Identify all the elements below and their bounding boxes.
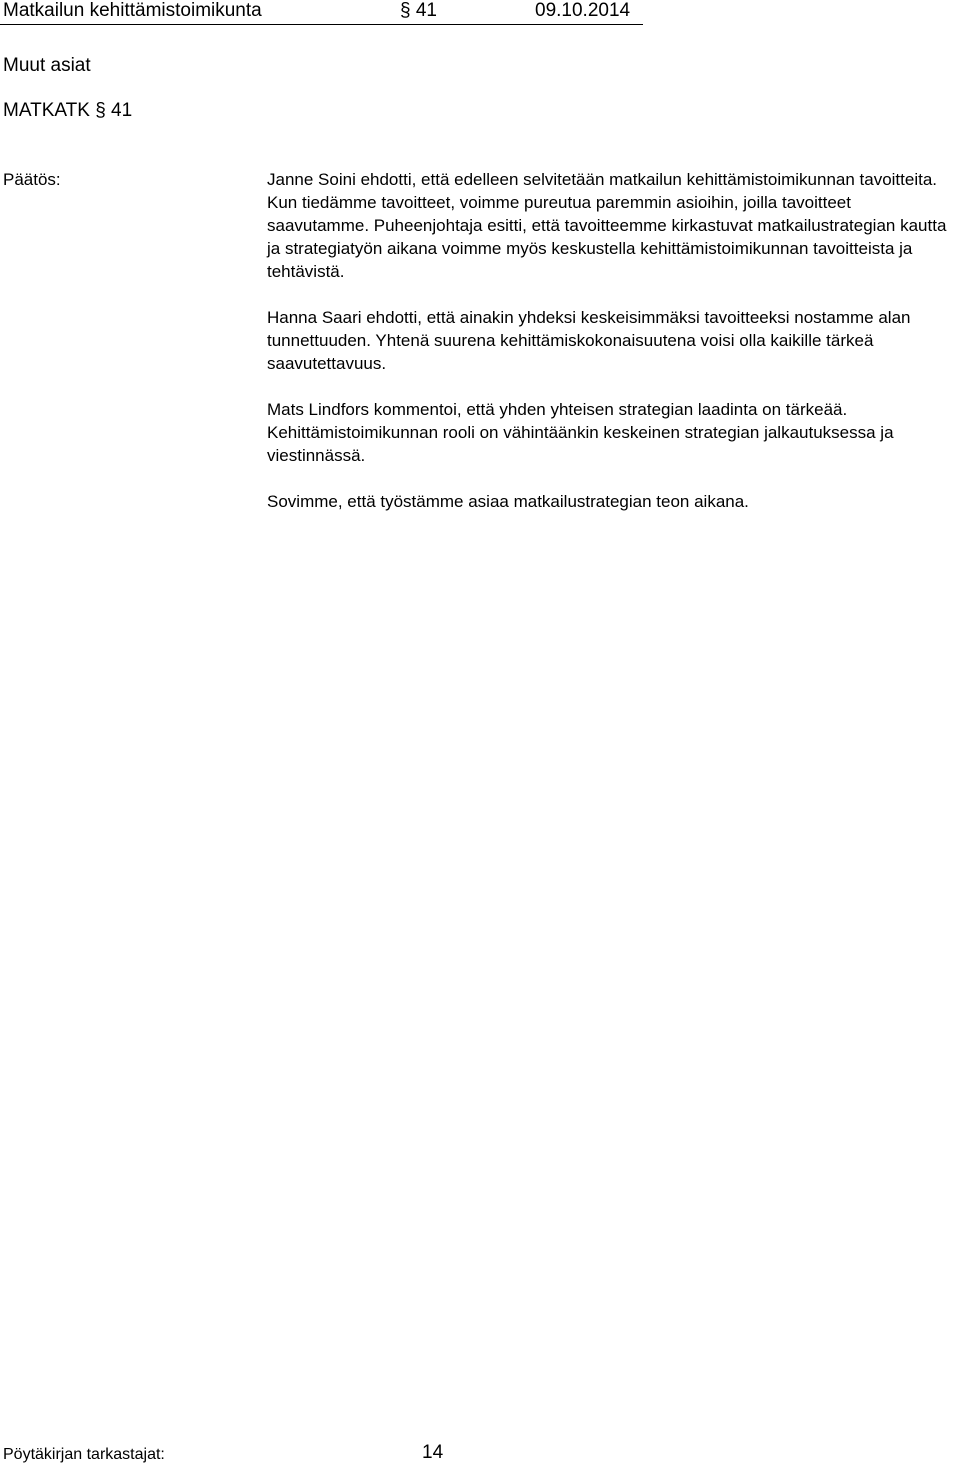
header-title: Matkailun kehittämistoimikunta xyxy=(3,0,262,21)
page-header xyxy=(0,0,960,26)
decision-body xyxy=(267,168,957,536)
footer-page-number: 14 xyxy=(422,1442,444,1463)
paragraph: Janne Soini ehdotti, että edelleen selvitetään matkailun kehittämistoimikunnan tavoitteita. Kun tiedämme tavoitteet, voimme pureutua paremmin asioihin, joilla tavoitteet saavutamme. Puheenjohtaja esitti, että tavoitteemme kirkastuvat matkailustrategian kautta ja strategiatyön aikana voimme myös keskustella kehittämistoimikunnan tavoitteista ja tehtävistä. xyxy=(267,170,947,281)
header-section-number: § 41 xyxy=(400,0,437,21)
decision-label: Päätös: xyxy=(3,170,61,189)
paragraph: Sovimme, että työstämme asiaa matkailustrategian teon aikana. xyxy=(267,492,749,511)
header-divider xyxy=(0,24,643,25)
header-date: 09.10.2014 xyxy=(535,0,631,21)
paragraph: Mats Lindfors kommentoi, että yhden yhteisen strategian laadinta on tärkeää. Kehittämistoimikunnan rooli on vähintäänkin keskeinen strategian jalkautuksessa ja viestinnässä. xyxy=(267,400,894,465)
paragraph: Hanna Saari ehdotti, että ainakin yhdeksi keskeisimmäksi tavoitteeksi nostamme alan tunnettuuden. Yhtenä suurena kehittämiskokonaisuutena voisi olla kaikille tärkeä saavutettavuus. xyxy=(267,308,911,373)
footer-reviewers-label: Pöytäkirjan tarkastajat: xyxy=(3,1446,165,1463)
page-footer xyxy=(0,1439,960,1467)
page-subtitle: Muut asiat xyxy=(3,55,91,76)
section-reference: MATKATK § 41 xyxy=(3,100,133,121)
